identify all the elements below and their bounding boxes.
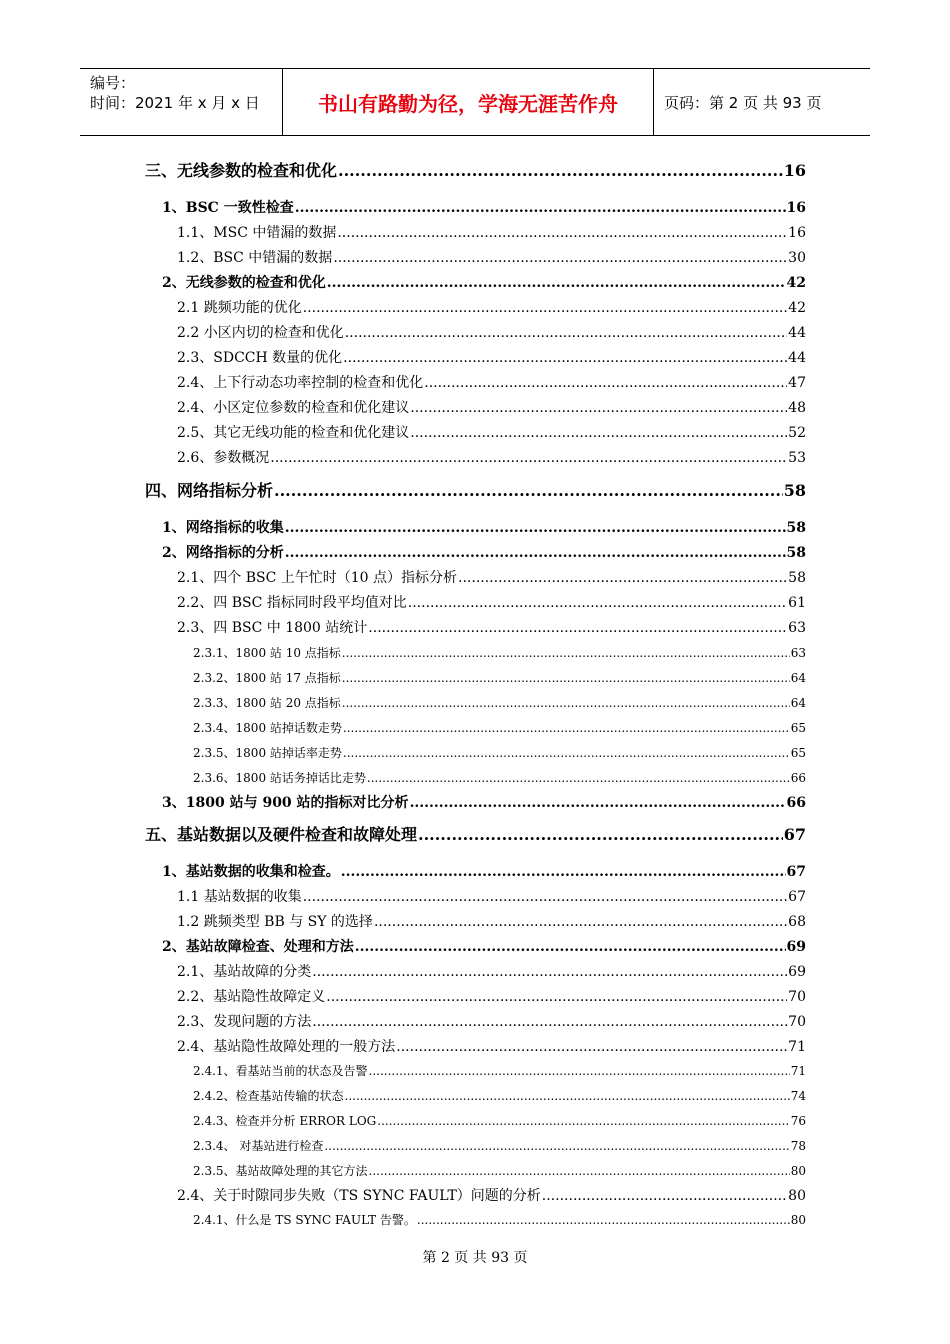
toc-dot-leader bbox=[369, 1161, 790, 1181]
toc-dot-leader bbox=[324, 1136, 789, 1156]
toc-entry-level-4[interactable] bbox=[145, 718, 806, 738]
toc-page-number: 53 bbox=[788, 450, 806, 466]
toc-dot-leader bbox=[542, 1185, 787, 1207]
toc-dot-leader bbox=[343, 743, 790, 763]
toc-page-number: 16 bbox=[783, 161, 806, 180]
toc-dot-leader bbox=[368, 617, 787, 639]
toc-entry-level-3[interactable] bbox=[145, 422, 806, 444]
toc-dot-leader bbox=[312, 1011, 787, 1033]
toc-dot-leader bbox=[417, 1210, 790, 1230]
toc-entry-title: 四、网络指标分析 bbox=[145, 481, 274, 500]
toc-page-number: 80 bbox=[790, 1164, 806, 1178]
toc-entry-title: 2.3.5、基站故障处理的其它方法 bbox=[193, 1164, 368, 1178]
toc-entry-level-4[interactable] bbox=[145, 693, 806, 713]
toc-entry-level-2[interactable] bbox=[145, 542, 806, 564]
toc-page-number: 63 bbox=[790, 646, 806, 660]
toc-page-number: 71 bbox=[788, 1039, 806, 1055]
toc-entry-title: 2.4、小区定位参数的检查和优化建议 bbox=[177, 400, 410, 416]
toc-entry-level-4[interactable] bbox=[145, 743, 806, 763]
toc-entry-title: 1.2 跳频类型 BB 与 SY 的选择 bbox=[177, 914, 373, 930]
toc-entry-title: 2、网络指标的分析 bbox=[162, 545, 284, 561]
toc-entry-level-2[interactable] bbox=[145, 936, 806, 958]
toc-entry-level-3[interactable] bbox=[145, 297, 806, 319]
toc-entry-title: 3、1800 站与 900 站的指标对比分析 bbox=[162, 795, 409, 811]
toc-entry-title: 2.2、四 BSC 指标同时段平均值对比 bbox=[177, 595, 407, 611]
toc-page-number: 42 bbox=[788, 300, 806, 316]
toc-entry-level-3[interactable] bbox=[145, 322, 806, 344]
toc-entry-title: 2.6、参数概况 bbox=[177, 450, 270, 466]
toc-dot-leader bbox=[374, 911, 787, 933]
toc-entry-level-3[interactable] bbox=[145, 567, 806, 589]
toc-entry-level-1[interactable] bbox=[145, 478, 806, 504]
toc-entry-level-4[interactable] bbox=[145, 768, 806, 788]
toc-entry-title: 2.4.1、什么是 TS SYNC FAULT 告警。 bbox=[193, 1213, 416, 1227]
toc-entry-level-2[interactable] bbox=[145, 517, 806, 539]
toc-page-number: 78 bbox=[790, 1139, 806, 1153]
toc-dot-leader bbox=[326, 986, 787, 1008]
toc-entry-level-4[interactable] bbox=[145, 1086, 806, 1106]
toc-page-number: 16 bbox=[788, 225, 806, 241]
toc-entry-level-1[interactable] bbox=[145, 158, 806, 184]
toc-page-number: 70 bbox=[788, 1014, 806, 1030]
toc-page-number: 58 bbox=[786, 520, 806, 536]
toc-entry-level-3[interactable] bbox=[145, 447, 806, 469]
toc-dot-leader bbox=[418, 822, 783, 848]
toc-dot-leader bbox=[285, 517, 786, 539]
toc-page-number: 58 bbox=[783, 481, 806, 500]
toc-page-number: 44 bbox=[788, 325, 806, 341]
toc-dot-leader bbox=[338, 158, 783, 184]
toc-entry-title: 2.3.2、1800 站 17 点指标 bbox=[193, 671, 341, 685]
toc-page-number: 63 bbox=[788, 620, 806, 636]
toc-entry-title: 2.3.4、 对基站进行检查 bbox=[193, 1139, 324, 1153]
toc-page-number: 80 bbox=[788, 1188, 806, 1204]
toc-entry-title: 2、无线参数的检查和优化 bbox=[162, 275, 326, 291]
toc-entry-level-4[interactable] bbox=[145, 1210, 806, 1230]
toc-page-number: 71 bbox=[790, 1064, 806, 1078]
toc-page-number: 64 bbox=[790, 671, 806, 685]
toc-dot-leader bbox=[337, 222, 787, 244]
toc-page-number: 65 bbox=[790, 721, 806, 735]
toc-entry-title: 2.2 小区内切的检查和优化 bbox=[177, 325, 344, 341]
toc-entry-level-2[interactable] bbox=[145, 861, 806, 883]
toc-entry-level-2[interactable] bbox=[145, 197, 806, 219]
toc-page-number: 58 bbox=[788, 570, 806, 586]
toc-entry-title: 2.4.3、检查并分析 ERROR LOG bbox=[193, 1114, 377, 1128]
toc-entry-title: 2.1 跳频功能的优化 bbox=[177, 300, 302, 316]
toc-dot-leader bbox=[367, 768, 790, 788]
toc-dot-leader bbox=[303, 886, 787, 908]
toc-entry-title: 2.4、上下行动态功率控制的检查和优化 bbox=[177, 375, 424, 391]
toc-dot-leader bbox=[333, 247, 787, 269]
toc-page-number: 44 bbox=[788, 350, 806, 366]
toc-dot-leader bbox=[343, 718, 790, 738]
toc-entry-title: 五、基站数据以及硬件检查和故障处理 bbox=[145, 825, 418, 844]
toc-entry-level-2[interactable] bbox=[145, 792, 806, 814]
toc-dot-leader bbox=[408, 592, 787, 614]
toc-entry-title: 2.3、SDCCH 数量的优化 bbox=[177, 350, 343, 366]
toc-entry-title: 2.3.4、1800 站掉话数走势 bbox=[193, 721, 342, 735]
toc-entry-level-4[interactable] bbox=[145, 1136, 806, 1156]
toc-entry-title: 2.1、四个 BSC 上午忙时（10 点）指标分析 bbox=[177, 570, 458, 586]
toc-page-number: 80 bbox=[790, 1213, 806, 1227]
toc-entry-level-3[interactable] bbox=[145, 592, 806, 614]
toc-page-number: 68 bbox=[788, 914, 806, 930]
toc-entry-level-1[interactable] bbox=[145, 822, 806, 848]
toc-dot-leader bbox=[345, 1086, 790, 1106]
toc-entry-title: 2.3.5、1800 站掉话率走势 bbox=[193, 746, 342, 760]
toc-dot-leader bbox=[341, 861, 786, 883]
toc-dot-leader bbox=[345, 322, 787, 344]
toc-page-number: 61 bbox=[788, 595, 806, 611]
toc-page-number: 30 bbox=[788, 250, 806, 266]
toc-entry-level-2[interactable] bbox=[145, 272, 806, 294]
toc-dot-leader bbox=[377, 1111, 789, 1131]
toc-page-number: 58 bbox=[786, 545, 806, 561]
toc-page-number: 76 bbox=[790, 1114, 806, 1128]
toc-dot-leader bbox=[410, 397, 787, 419]
toc-dot-leader bbox=[355, 936, 786, 958]
toc-dot-leader bbox=[396, 1036, 787, 1058]
toc-entry-level-3[interactable] bbox=[145, 617, 806, 639]
toc-dot-leader bbox=[270, 447, 787, 469]
toc-dot-leader bbox=[303, 297, 787, 319]
toc-entry-title: 1.1、MSC 中错漏的数据 bbox=[177, 225, 337, 241]
toc-page-number: 69 bbox=[788, 964, 806, 980]
toc-entry-title: 2.3.1、1800 站 10 点指标 bbox=[193, 646, 341, 660]
toc-page-number: 64 bbox=[790, 696, 806, 710]
toc-entry-title: 1.1 基站数据的收集 bbox=[177, 889, 302, 905]
toc-entry-title: 2.4、基站隐性故障处理的一般方法 bbox=[177, 1039, 396, 1055]
toc-entry-title: 2.4.2、检查基站传输的状态 bbox=[193, 1089, 344, 1103]
toc-dot-leader bbox=[274, 478, 783, 504]
toc-dot-leader bbox=[410, 792, 786, 814]
toc-page-number: 52 bbox=[788, 425, 806, 441]
toc-dot-leader bbox=[458, 567, 787, 589]
page-footer: 第 2 页 共 93 页 bbox=[422, 1250, 528, 1266]
toc-entry-title: 2、基站故障检查、处理和方法 bbox=[162, 939, 354, 955]
toc-entry-title: 1、BSC 一致性检查 bbox=[162, 200, 294, 216]
toc-entry-level-3[interactable] bbox=[145, 1011, 806, 1033]
toc-entry-level-4[interactable] bbox=[145, 1061, 806, 1081]
toc-entry-title: 三、无线参数的检查和优化 bbox=[145, 161, 338, 180]
header-meta bbox=[80, 69, 282, 135]
toc-dot-leader bbox=[312, 961, 787, 983]
header-motto: 书山有路勤为径，学海无涯苦作舟 bbox=[282, 69, 654, 135]
toc-page-number: 16 bbox=[786, 200, 806, 216]
toc-entry-level-3[interactable] bbox=[145, 911, 806, 933]
toc-entry-title: 2.4.1、看基站当前的状态及告警 bbox=[193, 1064, 368, 1078]
toc-dot-leader bbox=[342, 693, 790, 713]
toc-entry-level-3[interactable] bbox=[145, 397, 806, 419]
toc-entry-title: 2.3、四 BSC 中 1800 站统计 bbox=[177, 620, 368, 636]
doc-date-label: 时间：2021 年 x 月 x 日 bbox=[90, 94, 260, 112]
toc-page-number: 69 bbox=[786, 939, 806, 955]
toc-page-number: 67 bbox=[786, 864, 806, 880]
toc-dot-leader bbox=[343, 347, 787, 369]
toc-page-number: 66 bbox=[790, 771, 806, 785]
toc-page-number: 70 bbox=[788, 989, 806, 1005]
toc-entry-title: 2.5、其它无线功能的检查和优化建议 bbox=[177, 425, 410, 441]
toc-entry-level-4[interactable] bbox=[145, 1161, 806, 1181]
toc-entry-title: 1、网络指标的收集 bbox=[162, 520, 284, 536]
toc-entry-level-3[interactable] bbox=[145, 986, 806, 1008]
toc-page-number: 47 bbox=[788, 375, 806, 391]
toc-page-number: 42 bbox=[786, 275, 806, 291]
toc-entry-title: 2.1、基站故障的分类 bbox=[177, 964, 312, 980]
toc-entry-level-4[interactable] bbox=[145, 643, 806, 663]
toc-entry-title: 1、基站数据的收集和检查。 bbox=[162, 864, 340, 880]
toc-dot-leader bbox=[424, 372, 787, 394]
toc-dot-leader bbox=[295, 197, 786, 219]
toc-page-number: 67 bbox=[788, 889, 806, 905]
toc-entry-title: 2.3、发现问题的方法 bbox=[177, 1014, 312, 1030]
toc-dot-leader bbox=[410, 422, 787, 444]
toc-dot-leader bbox=[327, 272, 786, 294]
toc-dot-leader bbox=[285, 542, 786, 564]
toc-entry-title: 1.2、BSC 中错漏的数据 bbox=[177, 250, 333, 266]
toc-entry-title: 2.3.6、1800 站话务掉话比走势 bbox=[193, 771, 366, 785]
header-page-info: 页码：第 2 页 共 93 页 bbox=[664, 93, 822, 112]
toc-entry-level-4[interactable] bbox=[145, 668, 806, 688]
toc-page-number: 67 bbox=[783, 825, 806, 844]
toc-dot-leader bbox=[342, 643, 790, 663]
toc-entry-level-3[interactable] bbox=[145, 1185, 806, 1207]
toc-entry-level-3[interactable] bbox=[145, 247, 806, 269]
toc-entry-level-3[interactable] bbox=[145, 372, 806, 394]
toc-page-number: 65 bbox=[790, 746, 806, 760]
toc-entry-title: 2.2、基站隐性故障定义 bbox=[177, 989, 326, 1005]
toc-entry-level-3[interactable] bbox=[145, 222, 806, 244]
toc-page-number: 74 bbox=[790, 1089, 806, 1103]
toc-page-number: 48 bbox=[788, 400, 806, 416]
toc-entry-level-3[interactable] bbox=[145, 961, 806, 983]
toc-entry-level-3[interactable] bbox=[145, 1036, 806, 1058]
doc-number-label: 编号： bbox=[90, 74, 136, 92]
toc-entry-title: 2.3.3、1800 站 20 点指标 bbox=[193, 696, 341, 710]
toc-dot-leader bbox=[369, 1061, 790, 1081]
toc-page-number: 66 bbox=[786, 795, 806, 811]
toc-entry-level-3[interactable] bbox=[145, 886, 806, 908]
toc-entry-level-4[interactable] bbox=[145, 1111, 806, 1131]
toc-entry-title: 2.4、关于时隙同步失败（TS SYNC FAULT）问题的分析 bbox=[177, 1188, 541, 1204]
toc-dot-leader bbox=[342, 668, 790, 688]
toc-entry-level-3[interactable] bbox=[145, 347, 806, 369]
page-header bbox=[80, 68, 870, 136]
